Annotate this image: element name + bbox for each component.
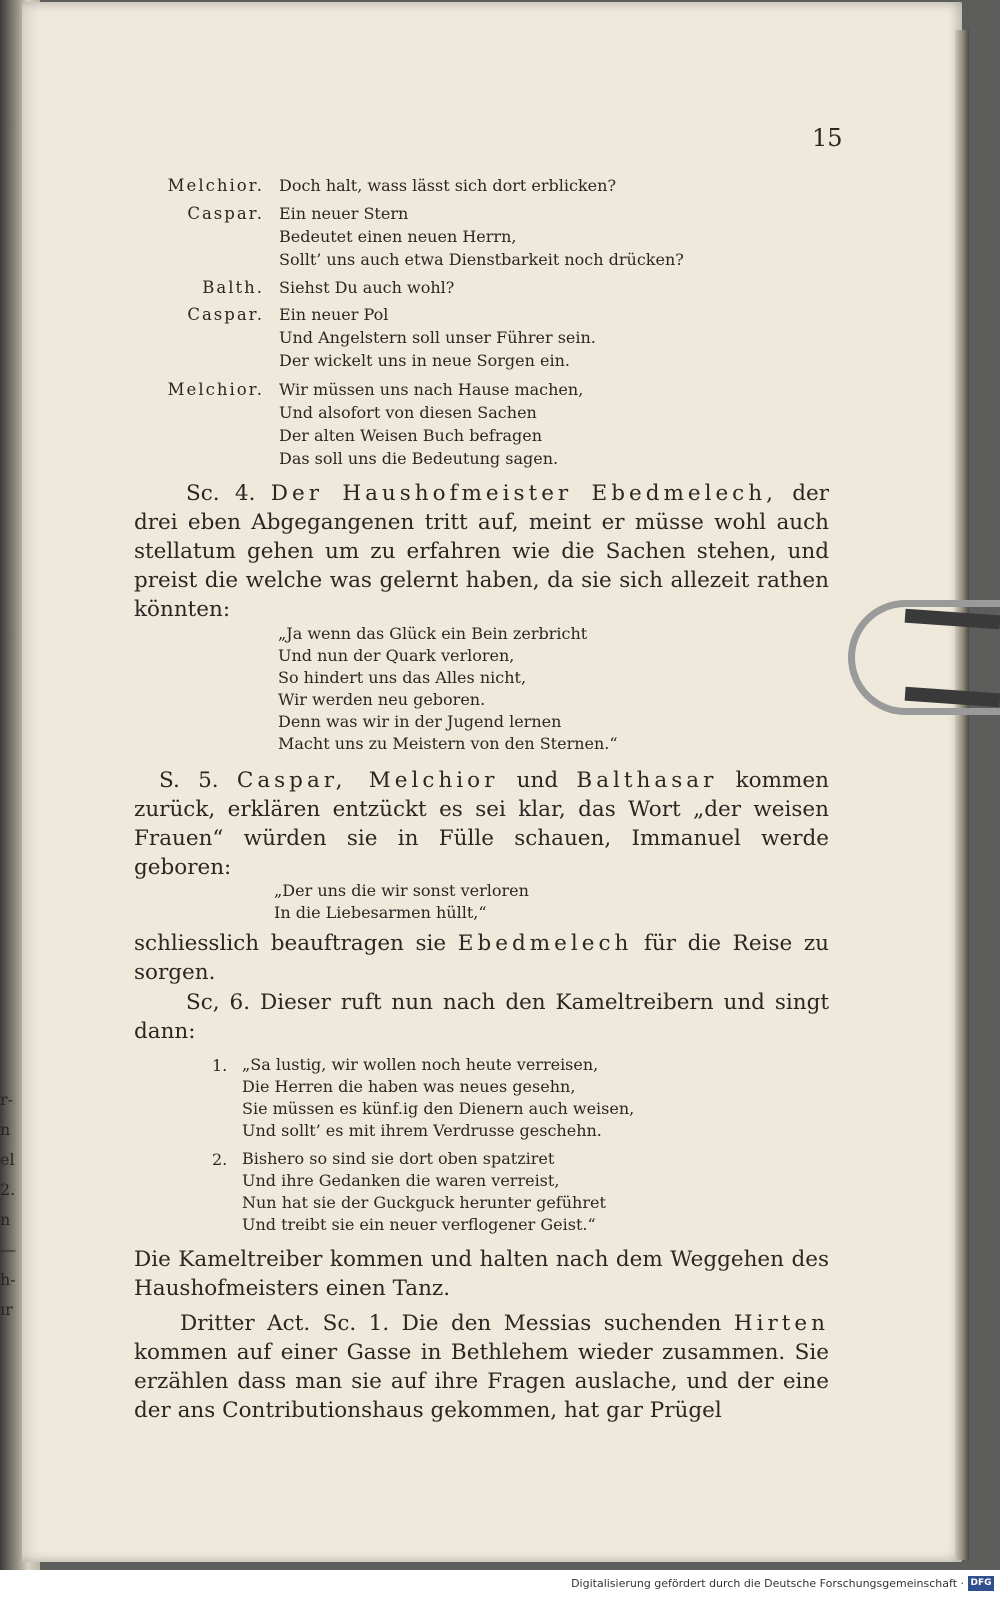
dialogue-lines [279, 303, 596, 372]
stanza [242, 1054, 634, 1142]
paragraph-text: Dieser ruft nun nach den Kameltreibern und singt dann: [134, 990, 830, 1044]
scene-label: S. 5. [159, 768, 219, 793]
dfg-logo: DFG [968, 1576, 994, 1591]
scene-label: Sc. 4. [186, 481, 256, 506]
spaced-name: Caspar, Melchior [236, 768, 499, 793]
verse-line: Ein neuer Stern [279, 204, 409, 223]
verse-line: Nun hat sie der Guckguck herunter geführet [242, 1193, 606, 1212]
paragraph-text: Die den Messias suchenden [401, 1311, 722, 1336]
dialogue-lines [279, 276, 454, 299]
verse-line: Und Angelstern soll unser Führer sein. [279, 328, 596, 347]
paragraph-text: kommen zurück, erklären entzückt es sei klar, das Wort „der weisen Frauen“ würden sie in Fülle schauen, Immanuel werde geboren: [134, 768, 829, 880]
verse-line: Wir müssen uns nach Hause machen, [279, 380, 584, 399]
stanza-number: 2. [212, 1150, 228, 1169]
verse-line: Denn was wir in der Jugend lernen [278, 712, 562, 731]
fragment: — [0, 1240, 16, 1259]
closing-paragraph: Die Kameltreiber kommen und halten nach dem Weggehen des Haushofmeisters einen Tanz. [134, 1247, 829, 1301]
verse-line: Macht uns zu Meistern von den Sternen.“ [278, 734, 618, 753]
speaker-name: Melchior. [167, 176, 264, 195]
speaker-name: Balth. [202, 278, 264, 297]
verse-line: Sie müssen es künf.ig den Dienern auch weisen, [242, 1099, 635, 1118]
act-3-paragraph [134, 1309, 829, 1425]
speaker-name: Caspar. [187, 305, 264, 324]
speaker-name: Caspar. [187, 204, 264, 223]
verse-line: Wir werden neu geboren. [278, 690, 486, 709]
speaker-name: Melchior. [167, 380, 264, 399]
scene-5-continuation [134, 929, 829, 987]
scene-5-paragraph [134, 766, 829, 882]
verse-line: In die Liebesarmen hüllt,“ [274, 903, 487, 922]
page-number: 15 [812, 124, 843, 152]
verse-line: Doch halt, wass lässt sich dort erblicken? [279, 176, 617, 195]
paragraph-text: der drei eben Abgegangenen tritt auf, meint er müsse wohl auch stellatum gehen um zu erfahren wie die Sachen stehen, und preist die welche was gelernt haben, da sie sich allezeit rathen könnten: [134, 481, 829, 622]
verse-line: „Der uns die wir sonst verloren [274, 881, 529, 900]
verse-line: Und nun der Quark verloren, [278, 646, 515, 665]
footer-bar [0, 1570, 1000, 1599]
verse-line: Und ihre Gedanken die waren verreist, [242, 1171, 560, 1190]
verse-line: Das soll uns die Bedeutung sagen. [279, 449, 559, 468]
verse-line: Bishero so sind sie dort oben spatziret [242, 1149, 555, 1168]
fragment: el [0, 1150, 15, 1169]
footer-credit: Digitalisierung gefördert durch die Deutsche Forschungsgemeinschaft · [571, 1577, 964, 1590]
verse-line: Und treibt sie ein neuer verflogener Geist.“ [242, 1215, 596, 1234]
previous-page-fragments [0, 1085, 18, 1325]
verse-line: Und sollt’ es mit ihrem Verdrusse geschehn. [242, 1121, 602, 1140]
act-label: Dritter Act. [180, 1311, 311, 1336]
verse-line: Der wickelt uns in neue Sorgen ein. [279, 351, 570, 370]
scene-4-paragraph [134, 479, 829, 624]
dialogue-lines [279, 174, 616, 197]
fragment: n [0, 1120, 11, 1139]
spaced-name: Ebedmelech [457, 931, 633, 956]
fragment: h- [0, 1270, 16, 1289]
paragraph-text: schliesslich beauftragen sie [134, 931, 447, 956]
verse-line: Ein neuer Pol [279, 305, 389, 324]
verse-line: Und alsofort von diesen Sachen [279, 403, 537, 422]
quote-block [274, 880, 529, 924]
fragment: n [0, 1210, 11, 1229]
paragraph-text: für die Reise zu sorgen. [134, 931, 829, 985]
scene-6-paragraph [134, 988, 829, 1046]
conjunction: und [516, 768, 559, 793]
spaced-name: Balthasar [576, 768, 718, 793]
spaced-name: Der Haushofmeister Ebedmelech, [270, 481, 777, 506]
page-stack-edge [955, 30, 969, 1560]
fragment: ır [0, 1300, 13, 1319]
fragment: r- [0, 1090, 14, 1109]
verse-line: So hindert uns das Alles nicht, [278, 668, 527, 687]
verse-line: „Ja wenn das Glück ein Bein zerbricht [278, 624, 588, 643]
verse-line: Sollt’ uns auch etwa Dienstbarkeit noch drücken? [279, 250, 684, 269]
verse-line: Der alten Weisen Buch befragen [279, 426, 543, 445]
verse-line: Bedeutet einen neuen Herrn, [279, 227, 517, 246]
stanza-number: 1. [212, 1056, 228, 1075]
scene-label: Sc, 6. [186, 990, 251, 1015]
scene-label: Sc. 1. [322, 1311, 390, 1336]
verse-line: Siehst Du auch wohl? [279, 278, 455, 297]
paragraph-text: kommen auf einer Gasse in Bethlehem wieder zusammen. Sie erzählen dass man sie auf ihre Fragen auslache, und der eine der ans Contributionshaus gekommen, hat gar Prügel [134, 1340, 829, 1423]
verse-line: Die Herren die haben was neues gesehn, [242, 1077, 576, 1096]
spaced-name: Hirten [733, 1311, 829, 1336]
stanza [242, 1148, 606, 1236]
fragment: 2. [0, 1180, 16, 1199]
quote-block [278, 623, 618, 755]
dialogue-lines [279, 202, 684, 271]
dialogue-lines [279, 378, 583, 470]
verse-line: „Sa lustig, wir wollen noch heute verreisen, [242, 1055, 599, 1074]
